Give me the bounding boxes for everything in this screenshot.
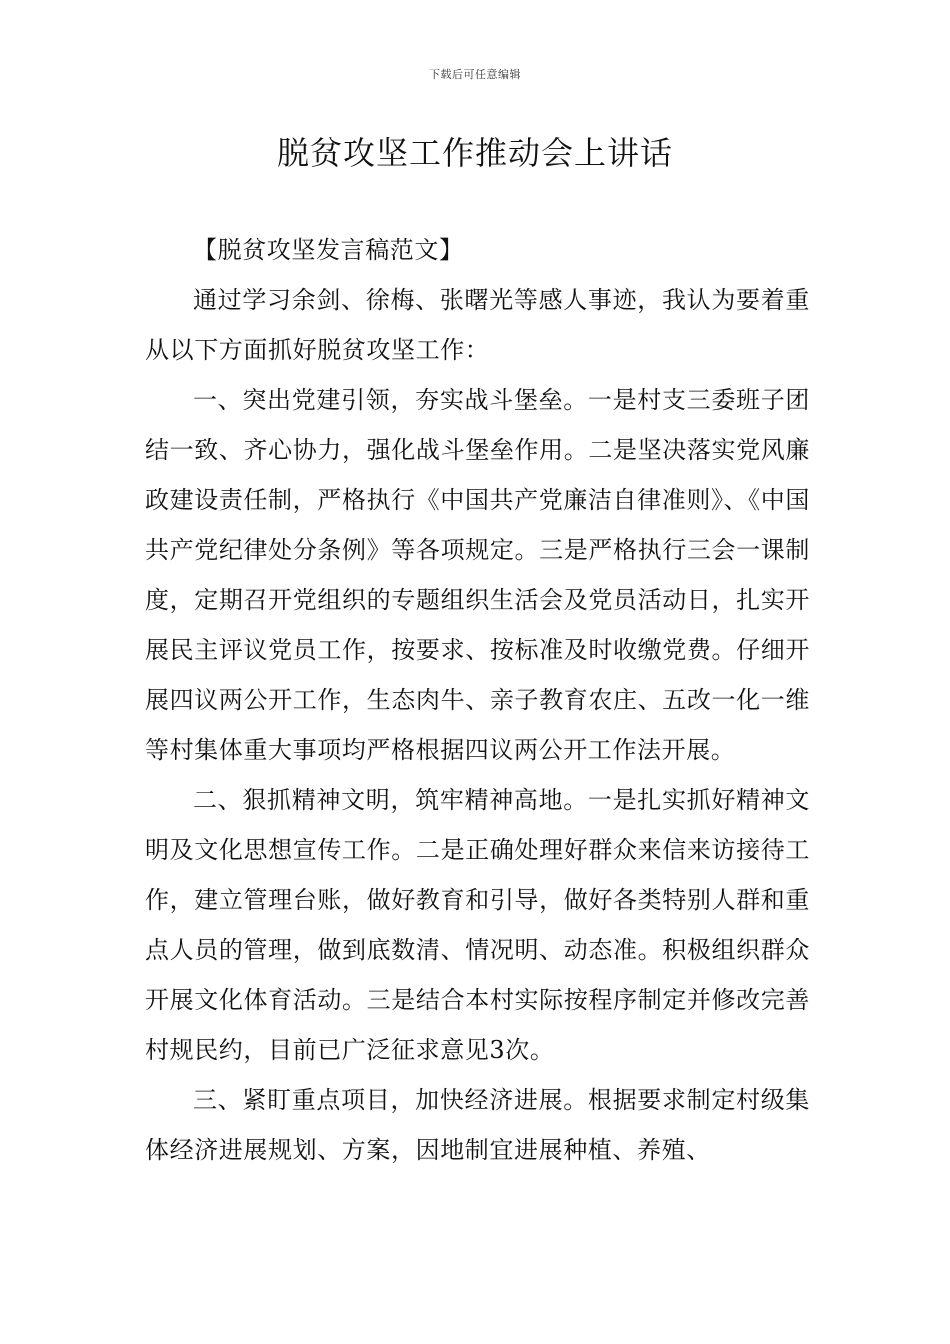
section-tag: 【脱贫攻坚发言稿范文】 xyxy=(193,236,464,264)
paragraph-intro: 通过学习余剑、徐梅、张曙光等感人事迹，我认为要着重从以下方面抓好脱贫攻坚工作： xyxy=(145,286,810,364)
document-title: 脱贫攻坚工作推动会上讲话 xyxy=(276,134,673,172)
header-note: 下载后可任意编辑 xyxy=(429,68,521,81)
document-body xyxy=(145,225,810,1175)
paragraph-section-2: 二、狠抓精神文明，筑牢精神高地。一是扎实抓好精神文明及文化思想宣传工作。二是正确处理好群众来信来访接待工作，建立管理台账，做好教育和引导，做好各类特别人群和重点人员的管理，做到底数清、情况明、动态准。积极组织群众开展文化体育活动。三是结合本村实际按程序制定并修改完善村规民约，目前已广泛征求意见3次。 xyxy=(145,786,810,1064)
paragraph-section-1: 一、突出党建引领，夯实战斗堡垒。一是村支三委班子团结一致、齐心协力，强化战斗堡垒作用。二是坚决落实党风廉政建设责任制，严格执行《中国共产党廉洁自律准则》、《中国共产党纪律处分条例》等各项规定。三是严格执行三会一课制度，定期召开党组织的专题组织生活会及党员活动日，扎实开展民主评议党员工作，按要求、按标准及时收缴党费。仔细开展四议两公开工作，生态肉牛、亲子教育农庄、五改一化一维等村集体重大事项均严格根据四议两公开工作法开展。 xyxy=(145,386,810,764)
paragraph-section-3: 三、紧盯重点项目，加快经济进展。根据要求制定村级集体经济进展规划、方案，因地制宜进展种植、养殖、 xyxy=(145,1086,810,1164)
